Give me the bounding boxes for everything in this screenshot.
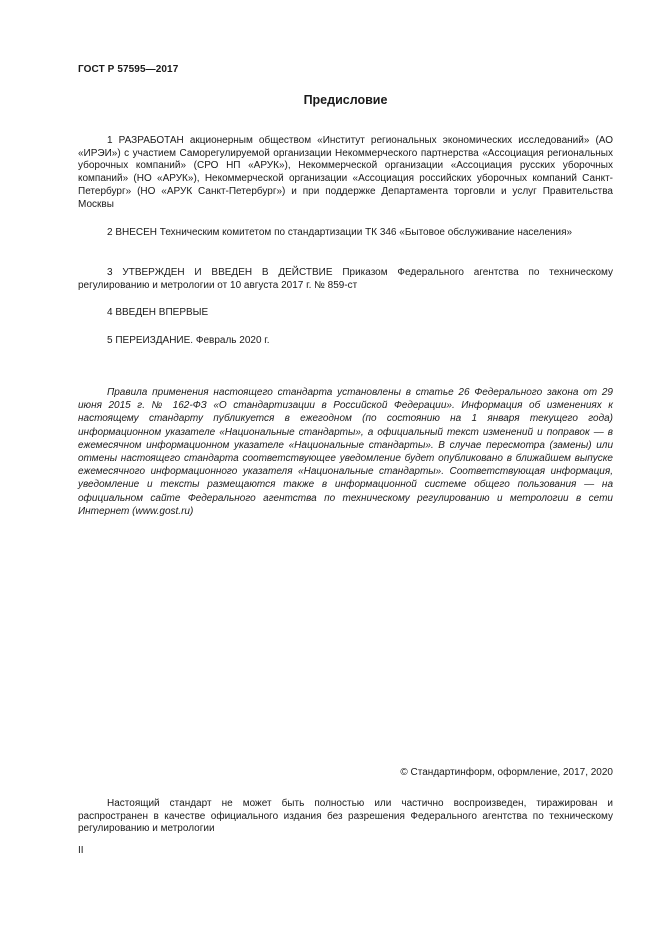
foreword-item-approved: 3 УТВЕРЖДЕН И ВВЕДЕН В ДЕЙСТВИЕ Приказом Федерального агентства по техническому регулированию и метрологии от 10 августа 2017 г. № 859-ст	[78, 267, 613, 291]
reproduction-restriction: Настоящий стандарт не может быть полностью или частично воспроизведен, тиражирован и распространен в качестве официального издания без разрешения Федерального агентства по техническому регулированию и метрологии	[78, 798, 613, 835]
application-rules-notice: Правила применения настоящего стандарта установлены в статье 26 Федерального закона от 29 июня 2015 г. № 162-ФЗ «О стандартизации в Российской Федерации». Информация об изменениях к настоящему стандарту публикуется в ежегодном (по состоянию на 1 января текущего года) информационном указателе «Национальные стандарты», а официальный текст изменений и поправок — в ежемесячном информационном указателе «Национальные стандарты». В случае пересмотра (замены) или отмены настоящего стандарта соответствующее уведомление будет опубликовано в ближайшем выпуске ежемесячного информационного указателя «Национальные стандарты». Соответствующая информация, уведомление и тексты размещаются также в информационной системе общего пользования — на официальном сайте Федерального агентства по техническому регулированию и метрологии в сети Интернет (www.gost.ru)	[78, 387, 613, 517]
foreword-item-first-introduced: 4 ВВЕДЕН ВПЕРВЫЕ	[107, 307, 209, 318]
foreword-item-introduced: 2 ВНЕСЕН Техническим комитетом по стандартизации ТК 346 «Бытовое обслуживание населения»	[107, 227, 573, 238]
section-title: Предисловие	[303, 93, 388, 107]
foreword-item-developed: 1 РАЗРАБОТАН акционерным обществом «Институт региональных экономических исследований» (АО «ИРЭИ») с участием Саморегулируемой организации Некоммерческого партнерства «Ассоциация региональных уборочных компаний» (СРО НП «АРУК»), Некоммерческой организации «Ассоциация русских уборочных компаний» (НО «АРУК»), Некоммерческой организации «Ассоциация российских уборочных компаний Санкт-Петербург» (НО «АРУК Санкт-Петербург») и при поддержке Департамента торговли и услуг Правительства Москвы	[78, 135, 613, 210]
copyright-line: © Стандартинформ, оформление, 2017, 2020	[400, 767, 613, 778]
document-code: ГОСТ Р 57595—2017	[78, 64, 179, 75]
foreword-item-reissue: 5 ПЕРЕИЗДАНИЕ. Февраль 2020 г.	[107, 335, 270, 346]
page-number: II	[78, 845, 84, 856]
